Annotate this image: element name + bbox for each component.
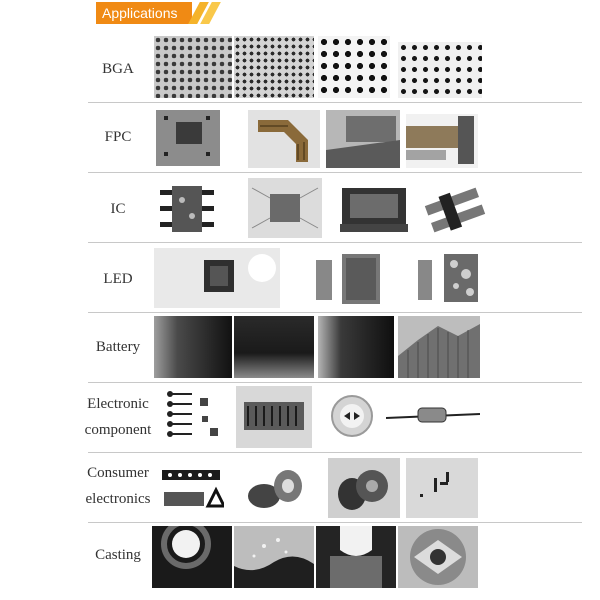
ic-xray-image-4 xyxy=(418,182,492,238)
row-separator xyxy=(88,452,582,453)
led-xray-image-3 xyxy=(414,250,484,308)
fpc-xray-image-1 xyxy=(154,108,222,168)
led-xray-image-2 xyxy=(312,250,386,308)
row-label: LED xyxy=(103,271,133,287)
row-led xyxy=(82,244,502,312)
bga-xray-image-1 xyxy=(154,36,232,98)
fpc-xray-image-4 xyxy=(406,114,478,168)
battery-xray-image-2 xyxy=(234,316,314,378)
row-label: Battery xyxy=(95,339,141,355)
consumer-xray-image-1 xyxy=(160,462,224,516)
row-separator xyxy=(88,522,582,523)
row-separator xyxy=(88,312,582,313)
row-ic xyxy=(82,174,502,242)
battery-xray-image-3 xyxy=(318,316,394,378)
applications-title: Applications xyxy=(96,2,192,24)
consumer-xray-image-2 xyxy=(242,462,312,516)
row-label: BGA xyxy=(102,61,134,77)
row-separator xyxy=(88,102,582,103)
row-label: Casting xyxy=(95,547,141,563)
bga-xray-image-2 xyxy=(234,36,314,98)
row-label-line2: component xyxy=(84,422,152,438)
casting-xray-image-1 xyxy=(152,526,232,588)
component-xray-image-4 xyxy=(386,402,480,430)
row-consumer-electronics xyxy=(82,454,502,522)
row-separator xyxy=(88,382,582,383)
row-separator xyxy=(88,172,582,173)
consumer-xray-image-4 xyxy=(406,458,478,518)
ic-xray-image-1 xyxy=(154,180,220,238)
component-xray-image-1 xyxy=(162,388,222,448)
battery-xray-image-4 xyxy=(398,316,480,378)
row-bga xyxy=(82,34,502,102)
component-xray-image-2 xyxy=(236,386,312,448)
applications-header xyxy=(96,2,226,24)
casting-xray-image-4 xyxy=(398,526,478,588)
consumer-xray-image-3 xyxy=(328,458,400,518)
casting-xray-image-2 xyxy=(234,526,314,588)
row-label: FPC xyxy=(104,129,132,145)
row-label: IC xyxy=(110,201,126,217)
fpc-xray-image-2 xyxy=(248,110,320,168)
led-xray-image-1 xyxy=(154,248,280,308)
row-casting xyxy=(82,524,502,590)
ic-xray-image-3 xyxy=(338,184,410,238)
row-label-line1: Electronic xyxy=(87,396,149,412)
row-label-line2: electronics xyxy=(85,491,151,507)
ic-xray-image-2 xyxy=(248,178,322,238)
casting-xray-image-3 xyxy=(316,526,396,588)
bga-xray-image-4 xyxy=(398,42,482,98)
battery-xray-image-1 xyxy=(154,316,232,378)
row-separator xyxy=(88,242,582,243)
bga-xray-image-3 xyxy=(318,36,390,98)
fpc-xray-image-3 xyxy=(326,110,400,168)
row-battery xyxy=(82,314,502,382)
component-xray-image-3 xyxy=(328,392,376,440)
row-fpc xyxy=(82,104,502,172)
row-electronic-component xyxy=(82,384,502,452)
row-label-line1: Consumer xyxy=(87,465,149,481)
